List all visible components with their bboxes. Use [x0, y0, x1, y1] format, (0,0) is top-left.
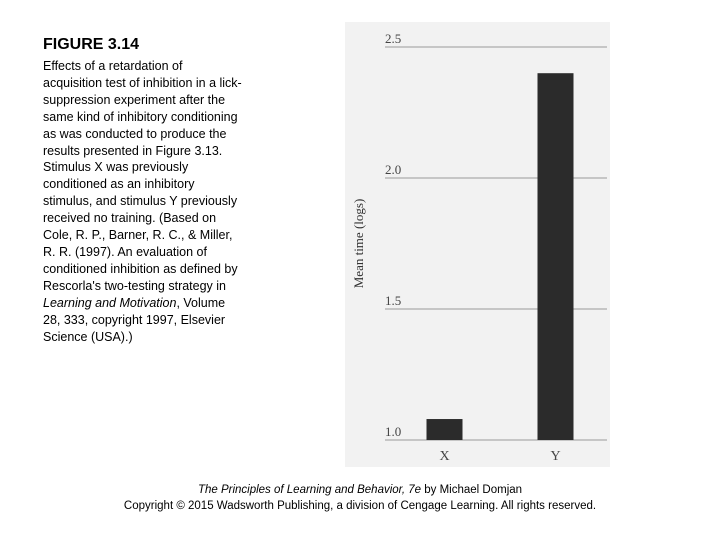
footer-copyright: Copyright © 2015 Wadsworth Publishing, a division of Cengage Learning. All rights reserved.: [123, 500, 597, 512]
chart-svg: [345, 22, 610, 467]
figure-caption: [43, 58, 243, 345]
x-tick-label: Y: [550, 449, 561, 464]
y-axis-title: Mean time (logs): [351, 198, 366, 289]
bar-x: [427, 419, 463, 440]
caption-journal: Learning and Motivation: [43, 295, 177, 310]
bar-chart: [345, 22, 610, 467]
y-tick-label: 2.5: [385, 31, 402, 46]
caption-text-tail: , Volume 28, 333, copyright 1997, Elsevier Science (USA).): [43, 295, 226, 344]
y-tick-label: 1.5: [385, 293, 402, 308]
footer: [0, 482, 720, 514]
footer-author: by Michael Domjan: [421, 484, 523, 496]
x-tick-label: X: [439, 449, 450, 464]
bar-y: [538, 73, 574, 440]
figure-title: FIGURE 3.14: [43, 36, 140, 53]
y-tick-label: 2.0: [385, 162, 402, 177]
y-tick-label: 1.0: [385, 424, 402, 439]
caption-text: Effects of a retardation of acquisition test of inhibition in a lick-suppression experiment after the same kind of inhibitory conditioning as was conducted to produce the results presented in Figure 3.13. Stimulus X was previously conditioned as an inhibitory stimulus, and stimulus Y previously received no training. (Based on Cole, R. P., Barner, R. C., & Miller, R. R. (1997). An evaluation of conditioned inhibition as defined by Rescorla's two-testing strategy in: [43, 59, 242, 293]
footer-book-title: The Principles of Learning and Behavior, 7e: [197, 484, 422, 496]
